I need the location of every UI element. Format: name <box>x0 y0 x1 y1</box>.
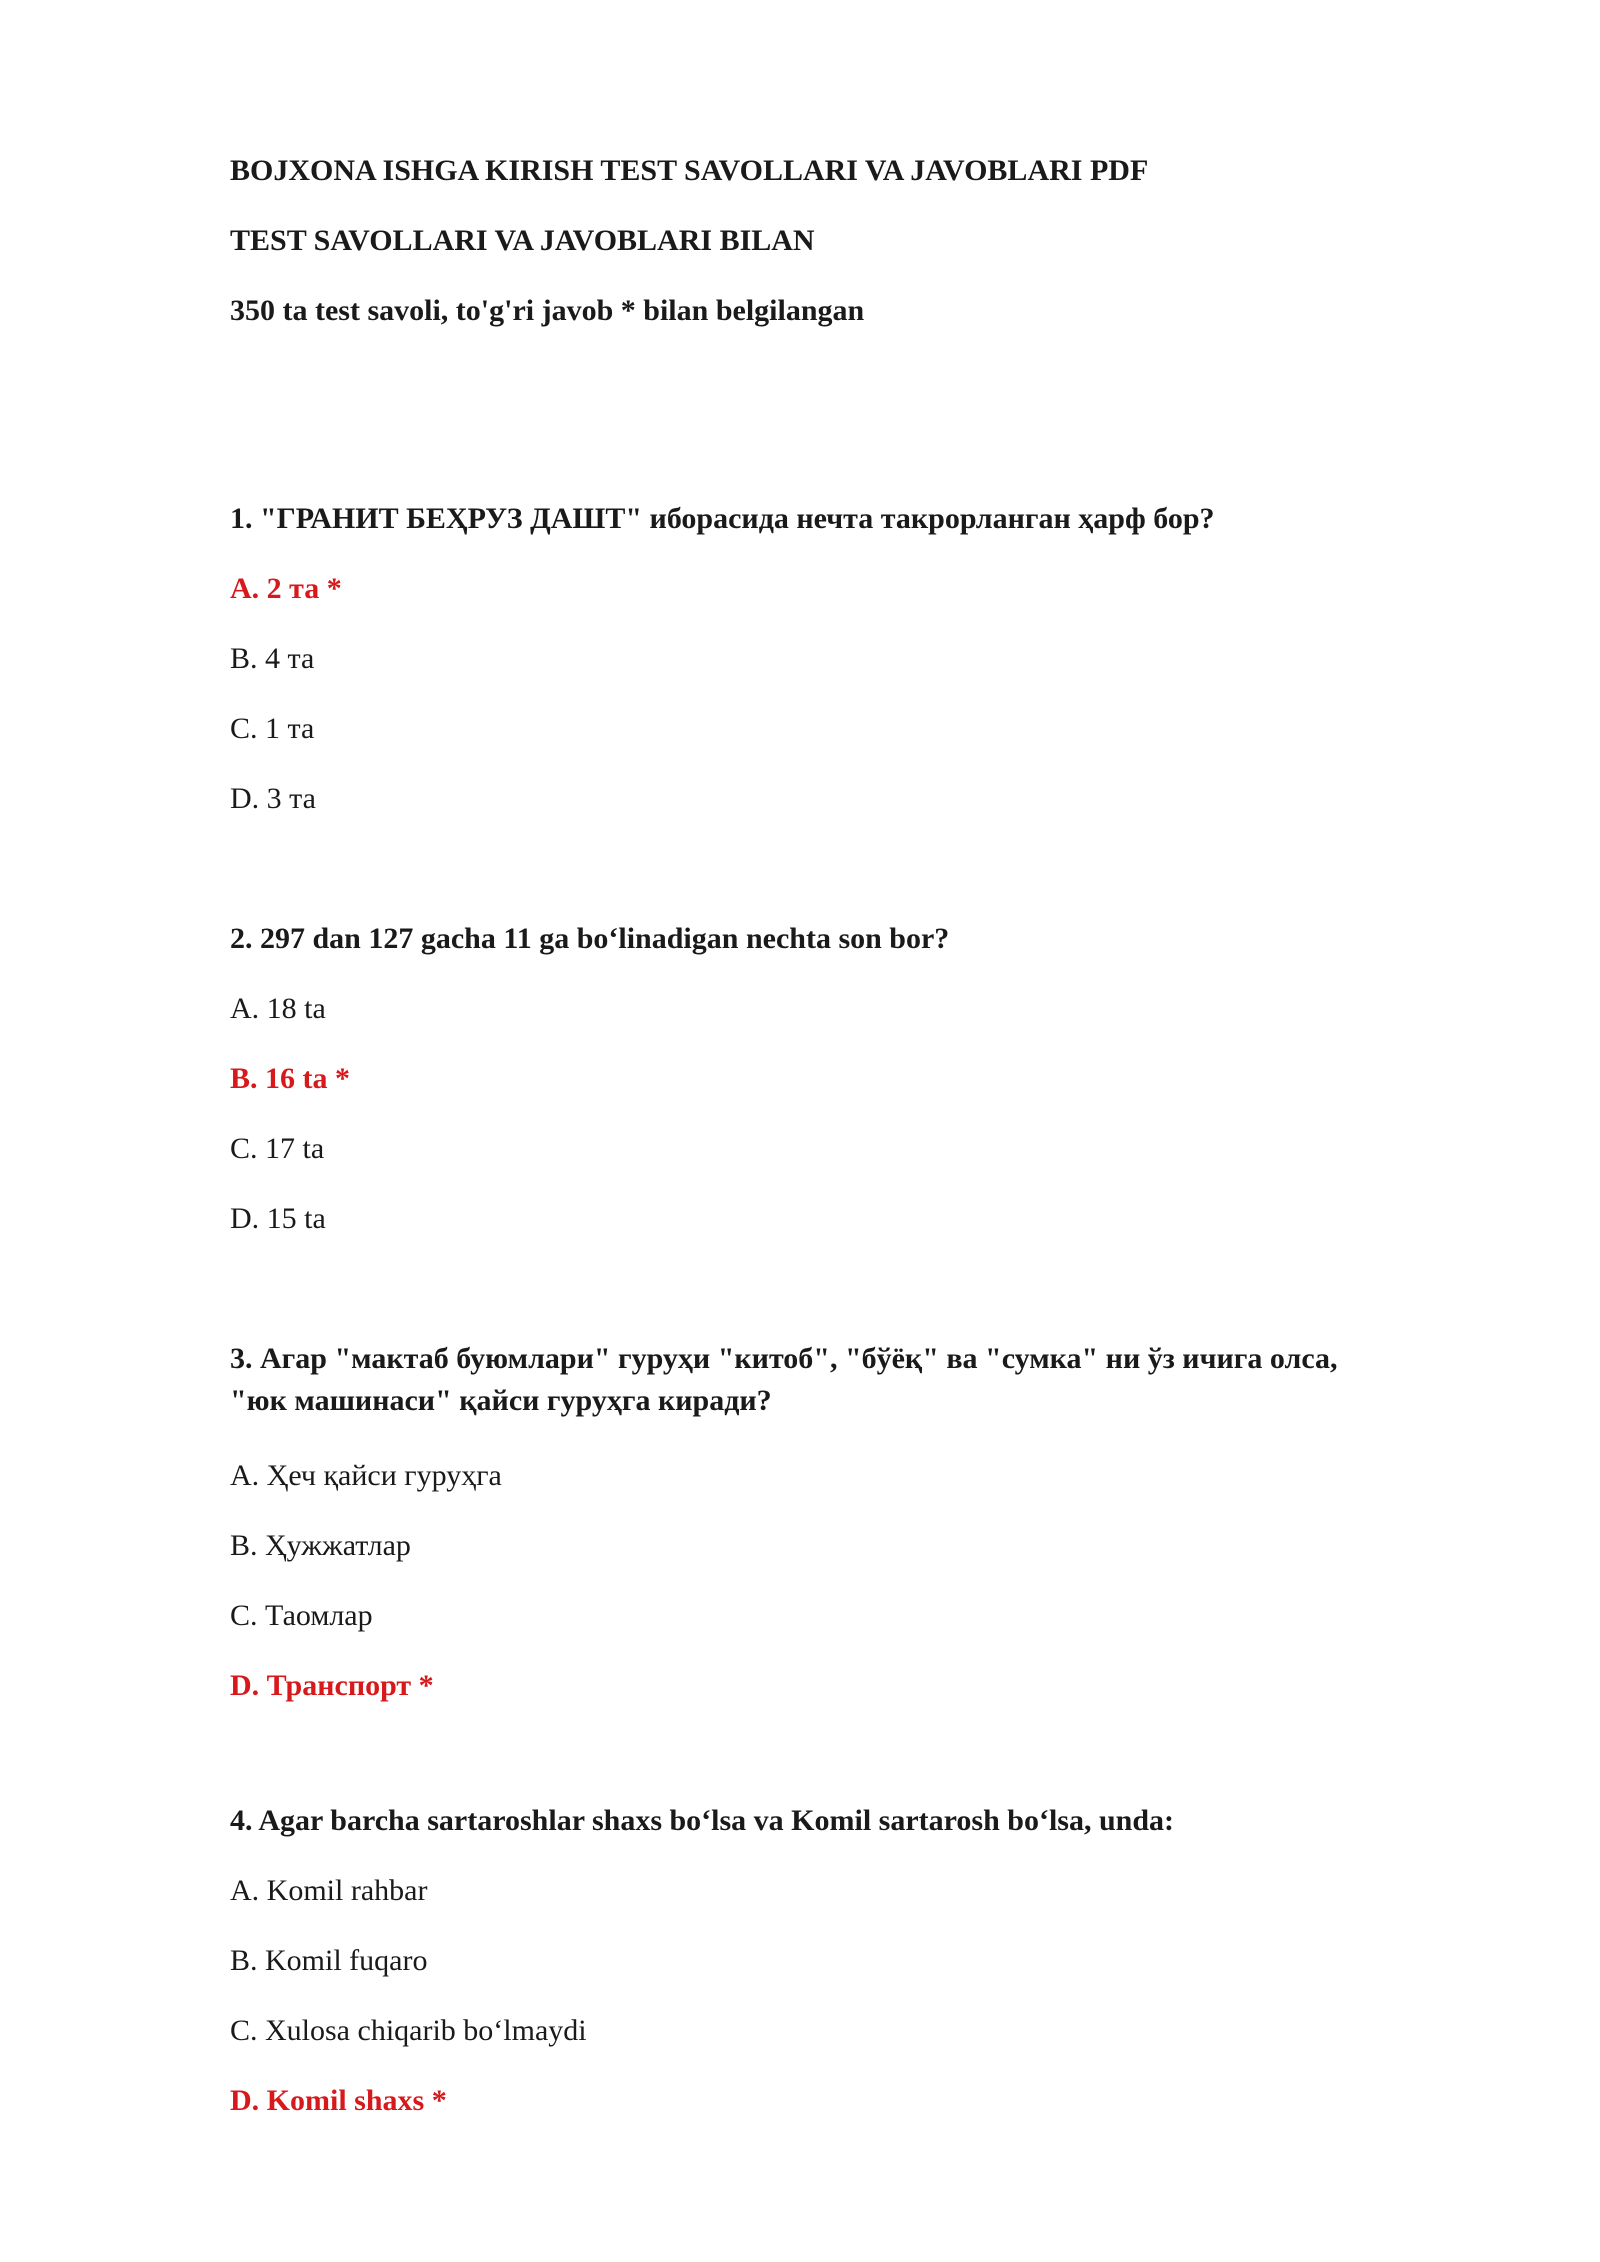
question-4-option-a: A. Komil rahbar <box>230 1874 428 1907</box>
question-3-text-line-1: 3. Агар "мактаб буюмлари" гуруҳи "китоб", "бўёқ" ва "сумка" ни ўз ичига олса, <box>230 1342 1338 1375</box>
question-1-option-a: A. 2 та * <box>230 572 342 605</box>
question-3-option-a: A. Ҳеч қайси гуруҳга <box>230 1459 502 1492</box>
question-2-option-b: B. 16 ta * <box>230 1062 350 1095</box>
question-1-option-b: B. 4 та <box>230 642 315 675</box>
question-2-option-a: A. 18 ta <box>230 992 326 1025</box>
question-4-option-b: B. Komil fuqaro <box>230 1944 428 1977</box>
question-1-option-c: C. 1 та <box>230 712 315 745</box>
question-3-option-c: C. Таомлар <box>230 1599 373 1632</box>
document-subtitle: TEST SAVOLLARI VA JAVOBLARI BILAN <box>230 224 815 257</box>
question-2-text: 2. 297 dan 127 gacha 11 ga boʻlinadigan nechta son bor? <box>230 922 950 955</box>
question-3-text-line-2: "юк машинаси" қайси гуруҳга киради? <box>230 1384 772 1417</box>
question-2-option-d: D. 15 ta <box>230 1202 326 1235</box>
question-2-option-c: C. 17 ta <box>230 1132 325 1165</box>
question-4-option-c: C. Xulosa chiqarib boʻlmaydi <box>230 2014 587 2047</box>
question-3-option-b: B. Ҳужжатлар <box>230 1529 411 1562</box>
question-3-option-d: D. Транспорт * <box>230 1669 434 1702</box>
document-title: BOJXONA ISHGA KIRISH TEST SAVOLLARI VA JAVOBLARI PDF <box>230 154 1149 187</box>
question-1-option-d: D. 3 та <box>230 782 316 815</box>
question-1-text: 1. "ГРАНИТ БЕҲРУЗ ДАШТ" иборасида нечта такрорланган ҳарф бор? <box>230 502 1215 535</box>
question-4-text: 4. Agar barcha sartaroshlar shaxs boʻlsa va Komil sartarosh boʻlsa, unda: <box>230 1804 1175 1837</box>
question-4-option-d: D. Komil shaxs * <box>230 2084 447 2117</box>
document-note: 350 ta test savoli, to'g'ri javob * bilan belgilangan <box>230 294 865 327</box>
